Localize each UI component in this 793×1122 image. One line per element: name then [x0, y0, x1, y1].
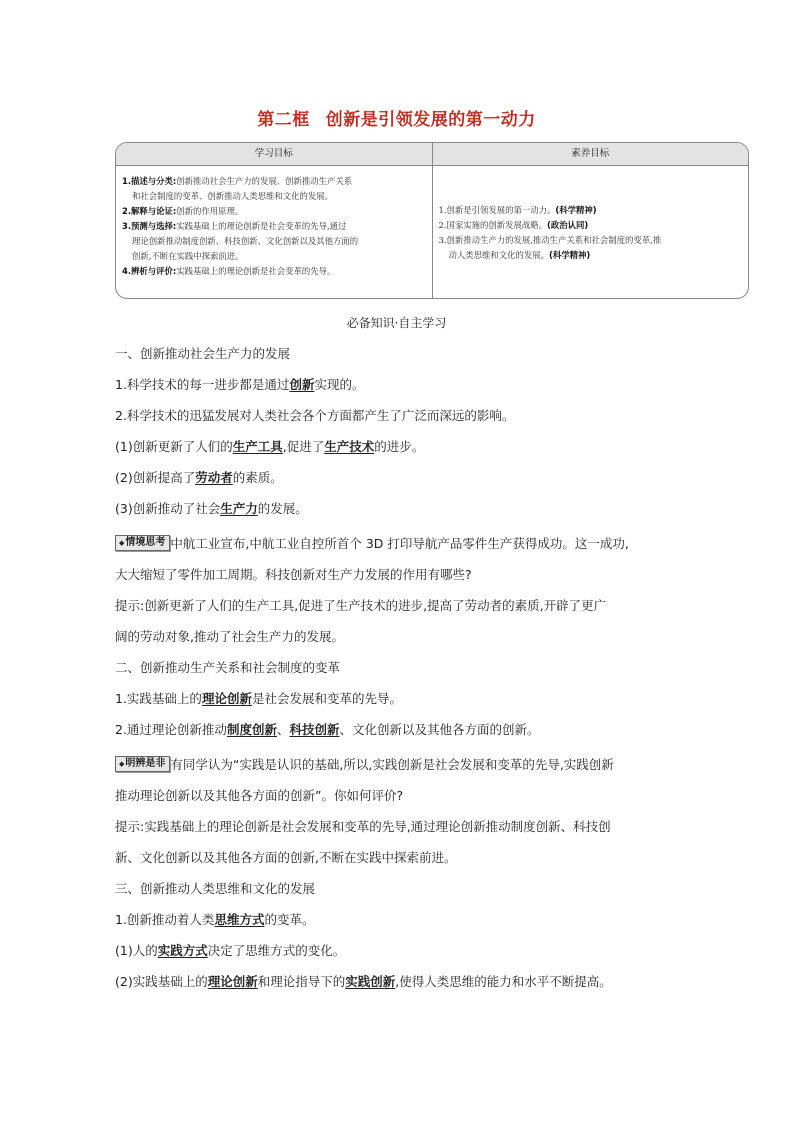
discernment-tag: ◆明辨是非 — [115, 756, 170, 772]
answer-hint: 提示:创新更新了人们的生产工具,促进了生产技术的进步,提高了劳动者的素质,开辟了更广 — [115, 598, 607, 613]
paragraph: 1.创新推动着人类思维方式的变革。 — [115, 912, 315, 927]
title-lesson-name: 创新是引领发展的第一动力 — [325, 110, 536, 130]
answer-hint: 阔的劳动对象,推动了社会生产力的发展。 — [115, 629, 344, 644]
literacy-goals-header: 素养目标 — [571, 148, 610, 159]
paragraph: (1)创新更新了人们的生产工具,促进了生产技术的进步。 — [115, 439, 425, 454]
question-block: ◆明辨是非 有同学认为“实践是认识的基础,所以,实践创新是社会发展和变革的先导,实践创新 — [115, 749, 755, 780]
section-label: 必备知识·自主学习 — [346, 316, 447, 330]
question-text: 推动理论创新以及其他各方面的创新”。你如何评价? — [115, 788, 404, 803]
paragraph: (2)实践基础上的理论创新和理论指导下的实践创新,使得人类思维的能力和水平不断提高。 — [115, 974, 612, 989]
learning-goal-continuation: 和社会制度的变革、创新推动人类思维和文化的发展。 — [132, 191, 333, 201]
paragraph: 2.科学技术的迅猛发展对人类社会各个方面都产生了广泛而深远的影响。 — [115, 408, 515, 423]
key-term: 劳动者 — [195, 470, 233, 485]
title-lesson-number: 第二框 — [257, 110, 310, 130]
section-heading-2: 二、创新推动生产关系和社会制度的变革 — [115, 660, 341, 675]
learning-goal-continuation: 理论创新推动制度创新、科技创新、文化创新以及其他方面的 — [132, 236, 359, 246]
objectives-header-row — [116, 143, 748, 166]
answer-hint: 新、文化创新以及其他各方面的创新,不断在实践中探索前进。 — [115, 850, 457, 865]
key-term: 实践创新 — [345, 974, 396, 989]
key-term: 制度创新 — [226, 722, 277, 737]
paragraph: (1)人的实践方式决定了思维方式的变化。 — [115, 943, 346, 958]
page-title — [0, 105, 793, 130]
paragraph: (2)创新提高了劳动者的素质。 — [115, 470, 283, 485]
learning-goal-continuation: 创新,不断在实践中探索前进。 — [132, 251, 244, 261]
key-term: 实践方式 — [157, 943, 208, 958]
learning-goal-item: 4.辨析与评价:实践基础上的理论创新是社会变革的先导。 — [122, 266, 336, 276]
key-term: 理论创新 — [207, 974, 258, 989]
key-term: 生产力 — [220, 501, 258, 516]
key-term: 生产工具 — [232, 439, 283, 454]
section-heading-3: 三、创新推动人类思维和文化的发展 — [115, 881, 316, 896]
key-term: 科技创新 — [289, 722, 340, 737]
paragraph: 2.通过理论创新推动制度创新、科技创新、文化创新以及其他各方面的创新。 — [115, 722, 540, 737]
learning-goal-item: 2.解释与论证:创新的作用原理。 — [122, 206, 244, 216]
literacy-goal-continuation: 动人类思维和文化的发展。(科学精神) — [448, 250, 591, 260]
learning-goals-header: 学习目标 — [116, 143, 433, 165]
paragraph: 1.实践基础上的理论创新是社会发展和变革的先导。 — [115, 691, 402, 706]
paragraph: 1.科学技术的每一进步都是通过创新实现的。 — [115, 377, 365, 392]
question-text: 大大缩短了零件加工周期。科技创新对生产力发展的作用有哪些? — [115, 567, 472, 582]
literacy-goal-item: 1.创新是引领发展的第一动力。(科学精神) — [438, 205, 597, 215]
literacy-goals-column — [433, 166, 749, 299]
learning-goal-item: 1.描述与分类:创新推动社会生产力的发展、创新推动生产关系 — [122, 176, 353, 186]
key-term: 理论创新 — [201, 691, 252, 706]
diamond-icon: ◆ — [119, 760, 125, 768]
objectives-table — [115, 142, 749, 299]
scenario-thinking-tag: ◆情境思考 — [115, 535, 170, 551]
learning-goal-item: 3.预测与选择:实践基础上的理论创新是社会变革的先导,通过 — [122, 221, 347, 231]
question-block: ◆情境思考 中航工业宣布,中航工业自控所首个 3D 打印导航产品零件生产获得成功。这一成功, — [115, 528, 755, 559]
key-term: 思维方式 — [214, 912, 265, 927]
key-term: 生产技术 — [324, 439, 375, 454]
diamond-icon: ◆ — [119, 539, 125, 547]
literacy-goal-item: 2.国家实施的创新发展战略。(政治认同) — [438, 220, 589, 230]
paragraph: (3)创新推动了社会生产力的发展。 — [115, 501, 308, 516]
key-term: 创新 — [289, 377, 315, 392]
literacy-goal-item: 3.创新推动生产力的发展,推动生产关系和社会制度的变革,推 — [438, 235, 662, 245]
learning-goals-column — [116, 166, 433, 299]
answer-hint: 提示:实践基础上的理论创新是社会发展和变革的先导,通过理论创新推动制度创新、科技创 — [115, 819, 611, 834]
section-heading-1: 一、创新推动社会生产力的发展 — [115, 346, 291, 361]
main-content — [115, 338, 755, 997]
